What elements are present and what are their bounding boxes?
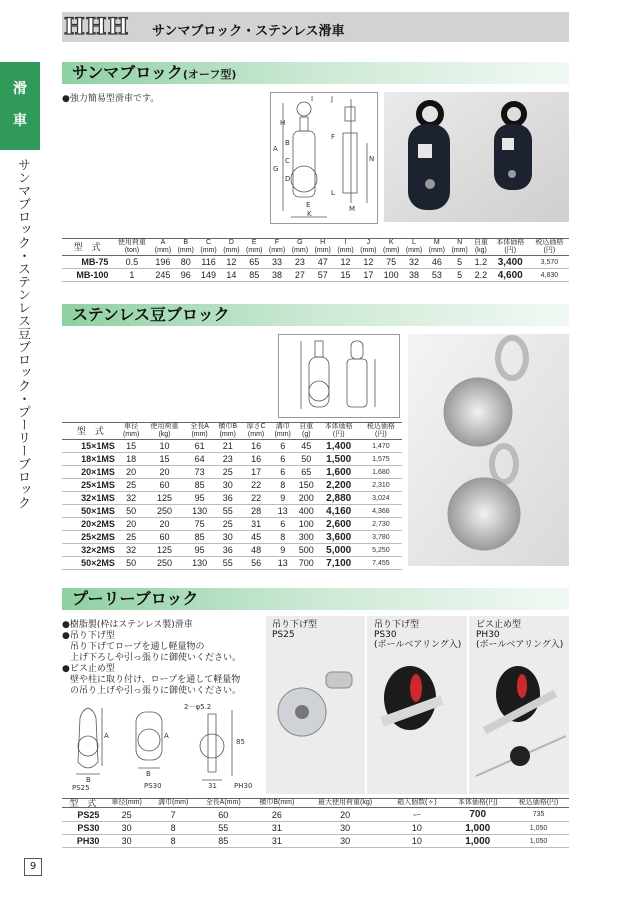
table-cell: 149 (197, 269, 220, 282)
table-cell: 130 (186, 505, 214, 518)
dim-label-b: B (86, 776, 91, 784)
diagram-label-hole: 2－φ5.2 (184, 703, 212, 711)
table-cell: 20 (119, 466, 144, 479)
dim-label-m: M (349, 205, 356, 213)
column-header: G (mm) (288, 239, 311, 256)
dim-label-e: E (306, 201, 311, 209)
table-cell: 46 (425, 256, 448, 269)
table-cell: 26 (250, 808, 304, 822)
column-header: H (mm) (311, 239, 334, 256)
photo-caption-ps25: 吊り下げ型 PS25 (272, 620, 318, 640)
table-cell: 500 (295, 544, 318, 557)
stainless-block-diagram (278, 334, 400, 418)
table-cell: 1,400 (318, 440, 360, 453)
table-cell: 15 (334, 269, 357, 282)
table-cell: 5,250 (360, 544, 402, 557)
column-header: D (mm) (220, 239, 243, 256)
table-cell: 21 (214, 440, 242, 453)
table-cell: 12 (334, 256, 357, 269)
column-header: 税込価格 (円) (360, 423, 402, 440)
section-title: ステンレス豆ブロック (72, 305, 230, 324)
table-cell: 4,830 (530, 269, 569, 282)
table-cell: 8 (150, 822, 196, 835)
dim-label-n: N (369, 155, 375, 163)
dim-label-a: A (273, 145, 278, 153)
table-cell: 10 (387, 822, 448, 835)
table-cell: 73 (186, 466, 214, 479)
dim-label-j: J (331, 95, 334, 103)
column-header: 自重 (kg) (471, 239, 491, 256)
table-cell: 61 (186, 440, 214, 453)
table-cell: 60 (196, 808, 250, 822)
column-header: 最大使用荷重(kg) (304, 799, 387, 808)
dim-label-f: F (331, 133, 336, 141)
table-cell: 700 (295, 557, 318, 570)
table-cell: 45 (242, 531, 271, 544)
column-header: 車径(mm) (103, 799, 149, 808)
column-header: I (mm) (334, 239, 357, 256)
table-cell: 4,600 (491, 269, 530, 282)
table-cell: ー (387, 808, 448, 822)
table-cell: 0.5 (112, 256, 151, 269)
page-title: サンマブロック・ステンレス滑車 (152, 24, 345, 39)
diagram-label-85: 85 (236, 738, 245, 746)
section-title: サンマブロック (72, 63, 183, 82)
pulley-photos (266, 616, 569, 794)
column-header: J (mm) (357, 239, 380, 256)
dim-label-a: A (104, 732, 109, 740)
table-header-row (62, 799, 569, 808)
pulley-bullet: ●樹脂製(枠はステンレス製)滑車 (62, 620, 193, 630)
table-row (62, 453, 402, 466)
table-cell: 85 (186, 531, 214, 544)
diagram-label-31: 31 (208, 782, 217, 790)
table-cell: 250 (143, 505, 185, 518)
table-cell: 13 (270, 505, 295, 518)
table-cell: 47 (311, 256, 334, 269)
table-cell: 125 (143, 544, 185, 557)
table-cell: 14 (220, 269, 243, 282)
column-header: N (mm) (448, 239, 471, 256)
column-header: 使用荷重 (kg) (143, 423, 185, 440)
table-cell: 6 (270, 466, 295, 479)
side-tab (0, 62, 40, 150)
column-header: 全長A (mm) (186, 423, 214, 440)
pulley-bullet: の吊り上げや引っ張りに御使いください。 (70, 686, 242, 696)
side-tab-char1: 滑 (13, 81, 27, 97)
stainless-diagram-drawing (279, 335, 399, 417)
brand-logo: HHH (64, 14, 130, 40)
table-cell: 9 (270, 544, 295, 557)
table-row (62, 256, 569, 269)
table-cell: 95 (186, 544, 214, 557)
table-cell: 30 (304, 835, 387, 848)
table-cell: 130 (186, 557, 214, 570)
column-header: 税込価格(円) (508, 799, 569, 808)
table-row (62, 440, 402, 453)
table-row (62, 544, 402, 557)
column-header: 横巾B (mm) (214, 423, 242, 440)
table-cell: 38 (266, 269, 289, 282)
table-cell: 53 (425, 269, 448, 282)
photo-caption-ps30: 吊り下げ型 PS30 (ボールベアリング入) (374, 620, 462, 650)
table-cell: 2.2 (471, 269, 491, 282)
table-cell: 5 (448, 269, 471, 282)
section-subtitle: (オーフ型) (182, 68, 237, 81)
column-header: 溝巾 (mm) (270, 423, 295, 440)
table-cell: 20 (143, 466, 185, 479)
table-cell: 8 (270, 479, 295, 492)
pulley-bullet: ●吊り下げ型 (62, 631, 115, 641)
table-row (62, 822, 569, 835)
table-cell: 1,000 (447, 822, 508, 835)
table-cell: 1.2 (471, 256, 491, 269)
table-cell: 15 (119, 440, 144, 453)
table-cell: 7,455 (360, 557, 402, 570)
table-cell: 25 (103, 808, 149, 822)
table-cell: 7,100 (318, 557, 360, 570)
table-cell: 20 (304, 808, 387, 822)
table-cell: 100 (380, 269, 403, 282)
table-cell: 735 (508, 808, 569, 822)
model-cell: MB-75 (62, 256, 112, 269)
table-cell: 45 (295, 440, 318, 453)
column-header: 税込価格 (円) (530, 239, 569, 256)
pulley-description (62, 620, 262, 697)
table-cell: 6 (270, 440, 295, 453)
table-cell: 60 (143, 479, 185, 492)
table-cell: 65 (243, 256, 266, 269)
table-cell: 2,880 (318, 492, 360, 505)
column-header: 自重 (g) (295, 423, 318, 440)
sanma-block-photo (384, 92, 569, 222)
table-cell: 38 (403, 269, 426, 282)
page-number: 9 (24, 858, 42, 876)
table-cell: 4,160 (318, 505, 360, 518)
pulley-bullet: ●ビス止め型 (62, 664, 115, 674)
table-cell: 3,400 (491, 256, 530, 269)
table-cell: 3,780 (360, 531, 402, 544)
table-cell: 32 (403, 256, 426, 269)
table-cell: 196 (151, 256, 174, 269)
table-row (62, 269, 569, 282)
table-cell: 1,500 (318, 453, 360, 466)
side-category-text: サンマブロック・ステンレス豆ブロック・プーリーブロック (15, 158, 30, 509)
column-header: 型 式 (62, 423, 119, 440)
table-cell: 64 (186, 453, 214, 466)
table-cell: 6 (270, 453, 295, 466)
table-cell: 400 (295, 505, 318, 518)
pulley-bullet: 吊り下げてロープを通し軽量物の (70, 642, 205, 652)
column-header: E (mm) (243, 239, 266, 256)
table-cell: 50 (119, 557, 144, 570)
table-cell: 48 (242, 544, 271, 557)
table-cell: 95 (186, 492, 214, 505)
table-cell: 125 (143, 492, 185, 505)
model-cell: 25×1MS (62, 479, 119, 492)
column-header: 型 式 (62, 799, 103, 808)
column-header: 厚さC (mm) (242, 423, 271, 440)
table-cell: 2,730 (360, 518, 402, 531)
table-row (62, 531, 402, 544)
table-cell: 8 (150, 835, 196, 848)
table-cell: 36 (214, 544, 242, 557)
table-cell: 1,600 (318, 466, 360, 479)
table-cell: 31 (250, 835, 304, 848)
table-cell: 28 (242, 505, 271, 518)
pulley-bullet: 上げ下ろしや引っ張りに御使いください。 (70, 653, 242, 663)
table-cell: 1,575 (360, 453, 402, 466)
column-header: C (mm) (197, 239, 220, 256)
pulley-bullet: 壁や柱に取り付け、ロープを通して軽量物 (70, 675, 241, 685)
column-header: 箱入個数(ヶ) (387, 799, 448, 808)
diagram-label-ps25: PS25 (72, 784, 90, 792)
model-cell: MB-100 (62, 269, 112, 282)
table-cell: 23 (288, 256, 311, 269)
column-header: 全長A(mm) (196, 799, 250, 808)
table-cell: 15 (143, 453, 185, 466)
table-cell: 55 (196, 822, 250, 835)
section-heading-pulley (62, 588, 569, 610)
table-cell: 7 (150, 808, 196, 822)
table-cell: 5,000 (318, 544, 360, 557)
model-cell: 50×2MS (62, 557, 119, 570)
table-cell: 30 (103, 822, 149, 835)
table-row (62, 479, 402, 492)
table-header-row (62, 423, 402, 440)
section-title: プーリーブロック (72, 589, 199, 608)
model-cell: PS30 (62, 822, 103, 835)
column-header: B (mm) (174, 239, 197, 256)
photo-caption-ph30: ビス止め型 PH30 (ボールベアリング入) (476, 620, 564, 650)
column-header: 車径 (mm) (119, 423, 144, 440)
dim-label-h: H (280, 119, 286, 127)
table-cell: 10 (143, 440, 185, 453)
table-cell: 18 (119, 453, 144, 466)
table-cell: 30 (214, 531, 242, 544)
table-cell: 50 (119, 505, 144, 518)
column-header: 本体価格(円) (447, 799, 508, 808)
table-body (62, 808, 569, 848)
dim-label-b: B (285, 139, 290, 147)
table-cell: 116 (197, 256, 220, 269)
table-cell: 25 (119, 531, 144, 544)
column-header: L (mm) (403, 239, 426, 256)
side-tab-char2: 車 (13, 113, 27, 129)
table-cell: 32 (119, 492, 144, 505)
diagram-label-ph30: PH30 (234, 782, 253, 790)
model-cell: 32×1MS (62, 492, 119, 505)
dim-label-a-ps30: A (164, 732, 169, 740)
model-cell: 50×1MS (62, 505, 119, 518)
table-cell: 3,600 (318, 531, 360, 544)
dim-label-i: I (311, 95, 314, 103)
table-cell: 2,600 (318, 518, 360, 531)
table-body (62, 440, 402, 570)
table-cell: 17 (242, 466, 271, 479)
dim-label-c: C (285, 157, 290, 165)
table-header-row (62, 239, 569, 256)
table-cell: 85 (196, 835, 250, 848)
table-cell: 300 (295, 531, 318, 544)
table-cell: 17 (357, 269, 380, 282)
table-cell: 23 (214, 453, 242, 466)
table-row (62, 492, 402, 505)
model-cell: 25×2MS (62, 531, 119, 544)
table-cell: 36 (214, 492, 242, 505)
table-cell: 16 (242, 440, 271, 453)
table-cell: 245 (151, 269, 174, 282)
column-header: 本体価格 (円) (491, 239, 530, 256)
stainless-block-photo (408, 334, 569, 566)
table-cell: 20 (119, 518, 144, 531)
table-cell: 10 (387, 835, 448, 848)
table-cell: 6 (270, 518, 295, 531)
table-cell: 1,000 (447, 835, 508, 848)
model-cell: PH30 (62, 835, 103, 848)
table-cell: 32 (119, 544, 144, 557)
section-heading-stainless (62, 304, 569, 326)
dim-label-l: L (331, 189, 335, 197)
sanma-spec-table (62, 238, 569, 282)
column-header: K (mm) (380, 239, 403, 256)
dim-label-g: G (273, 165, 279, 173)
table-cell: 25 (214, 466, 242, 479)
stainless-spec-table (62, 422, 402, 570)
table-cell: 30 (214, 479, 242, 492)
table-cell: 3,024 (360, 492, 402, 505)
section1-bullet: ●強力簡易型滑車です。 (62, 94, 160, 104)
table-cell: 25 (214, 518, 242, 531)
column-header: 使用荷重 (ton) (112, 239, 151, 256)
model-cell: 18×1MS (62, 453, 119, 466)
model-cell: 32×2MS (62, 544, 119, 557)
table-cell: 60 (143, 531, 185, 544)
table-cell: 85 (243, 269, 266, 282)
column-header: 型 式 (62, 239, 112, 256)
table-cell: 200 (295, 492, 318, 505)
table-cell: 50 (295, 453, 318, 466)
table-row (62, 466, 402, 479)
table-cell: 80 (174, 256, 197, 269)
table-cell: 75 (380, 256, 403, 269)
column-header: 本体価格 (円) (318, 423, 360, 440)
table-cell: 31 (250, 822, 304, 835)
table-cell: 9 (270, 492, 295, 505)
table-cell: 100 (295, 518, 318, 531)
section-heading-sanma (62, 62, 569, 84)
table-cell: 1 (112, 269, 151, 282)
model-cell: 15×1MS (62, 440, 119, 453)
table-cell: 22 (242, 492, 271, 505)
table-cell: 5 (448, 256, 471, 269)
table-cell: 1,470 (360, 440, 402, 453)
table-cell: 55 (214, 557, 242, 570)
table-cell: 3,570 (530, 256, 569, 269)
table-cell: 250 (143, 557, 185, 570)
table-cell: 13 (270, 557, 295, 570)
table-cell: 57 (311, 269, 334, 282)
table-cell: 30 (304, 822, 387, 835)
pulley-spec-table (62, 798, 569, 848)
table-cell: 56 (242, 557, 271, 570)
table-cell: 12 (357, 256, 380, 269)
column-header: 溝巾(mm) (150, 799, 196, 808)
pulley-diagram-drawing (62, 702, 262, 794)
table-cell: 1,050 (508, 835, 569, 848)
diagram-label-ps30: PS30 (144, 782, 162, 790)
table-cell: 22 (242, 479, 271, 492)
table-cell: 55 (214, 505, 242, 518)
table-cell: 85 (186, 479, 214, 492)
table-cell: 27 (288, 269, 311, 282)
table-cell: 1,050 (508, 822, 569, 835)
dim-label-k: K (307, 210, 312, 218)
table-cell: 2,310 (360, 479, 402, 492)
table-cell: 12 (220, 256, 243, 269)
stainless-photo-drawing (408, 334, 569, 566)
pulley-diagrams (62, 702, 262, 794)
table-cell: 20 (143, 518, 185, 531)
table-row (62, 518, 402, 531)
column-header: A (mm) (151, 239, 174, 256)
table-row (62, 557, 402, 570)
table-cell: 2,200 (318, 479, 360, 492)
table-cell: 30 (103, 835, 149, 848)
column-header: M (mm) (425, 239, 448, 256)
table-cell: 8 (270, 531, 295, 544)
table-cell: 33 (266, 256, 289, 269)
dim-label-d: D (285, 175, 291, 183)
model-cell: 20×2MS (62, 518, 119, 531)
table-cell: 96 (174, 269, 197, 282)
table-row (62, 808, 569, 822)
model-cell: 20×1MS (62, 466, 119, 479)
sanma-block-diagram (270, 92, 378, 224)
table-cell: 25 (119, 479, 144, 492)
model-cell: PS25 (62, 808, 103, 822)
sanma-photo-drawing (384, 92, 569, 222)
table-cell: 65 (295, 466, 318, 479)
table-cell: 16 (242, 453, 271, 466)
table-row (62, 835, 569, 848)
table-body (62, 256, 569, 282)
table-cell: 1,680 (360, 466, 402, 479)
column-header: F (mm) (266, 239, 289, 256)
table-cell: 75 (186, 518, 214, 531)
table-cell: 700 (447, 808, 508, 822)
column-header: 横巾B(mm) (250, 799, 304, 808)
table-cell: 31 (242, 518, 271, 531)
dim-label-b-ps30: B (146, 770, 151, 778)
table-cell: 4,368 (360, 505, 402, 518)
table-row (62, 505, 402, 518)
table-cell: 150 (295, 479, 318, 492)
